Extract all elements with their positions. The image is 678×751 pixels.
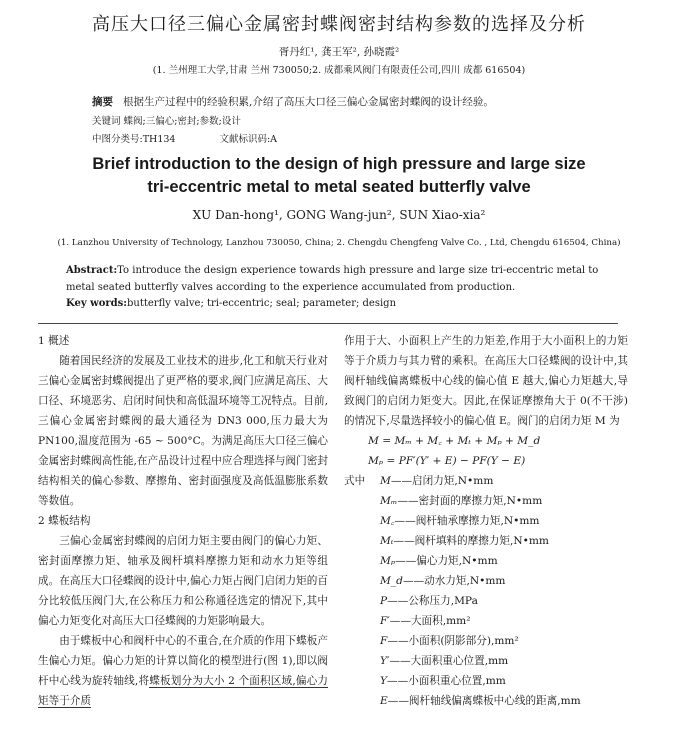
paragraph-eccentric-last-line: 蝶板划分为大小 2 个面积区域,偏心力矩等于介质 (38, 675, 328, 707)
symbol-description: ——动水力矩,N•mm (402, 575, 506, 587)
symbol-description: ——阀杆轴线偏离蝶板中心线的距离,mm (387, 695, 581, 707)
section-heading-2: 2 蝶板结构 (38, 515, 91, 527)
keywords-chinese: 关键词 蝶阀;三偏心;密封;参数;设计 (92, 116, 241, 127)
abstract-label-chinese: 摘要 (92, 96, 113, 108)
symbol-description: ——小面积重心位置,mm (387, 675, 506, 687)
affiliation-chinese: (1. 兰州理工大学,甘肃 兰州 730050;2. 成都乘风阀门有限责任公司,四川 成都 616504) (152, 65, 526, 76)
symbol-name: F (380, 635, 388, 647)
symbol-description: ——密封面的摩擦力矩,N•mm (397, 495, 543, 507)
affiliation-english: (1. Lanzhou University of Technology, Lanzhou 730050, China; 2. Chengdu Chengfeng Valve Co. , Ltd, Chengdu 616504, China) (57, 238, 621, 248)
title-english-line2: tri-eccentric metal to metal seated butterfly valve (147, 178, 531, 196)
abstract-chinese (92, 94, 612, 109)
symbol-definition (344, 691, 628, 711)
symbol-definition (344, 611, 628, 631)
paragraph-eccentric-text: 由于蝶板中心和阀杆中心的不重合,在介质的作用下蝶板产生偏心力矩。偏心力矩的计算以简化的模型进行(图 1),即以阀杆中心线为旋转轴线,将 (38, 635, 328, 687)
formula-total-torque: M = Mₘ + M꜀ + Mₜ + Mₚ + M_d (368, 435, 541, 447)
symbol-definition (344, 631, 628, 651)
symbol-definition (344, 511, 628, 531)
paragraph-overview: 随着国民经济的发展及工业技术的进步,化工和航天行业对三偏心金属密封蝶阀提出了更严格的要求,阀门应满足高压、大口径、环境恶劣、启闭时间快和高低温环境等工况特点。目前,三偏心金属密封蝶阀的最大通径为 DN3 000,压力最大为 PN100,温度范围为 -65 ~ 500°C。为满足高压大口径三偏心金属密封蝶阀高性能,在产品设计过程中应合理选择与阀门密封结构相关的偏心参数、摩擦角、密封面强度及高低温膨胀系数等数值。 (38, 355, 328, 507)
symbol-definition (344, 551, 628, 571)
symbol-definition (344, 531, 628, 551)
symbol-description: ——阀杆填料的摩擦力矩,N•mm (393, 535, 549, 547)
section-heading-1: 1 概述 (38, 335, 70, 347)
classification-line (92, 131, 277, 145)
paragraph-torque: 三偏心金属密封蝶阀的启闭力矩主要由阀门的偏心力矩、密封面摩擦力矩、轴承及阀杆填料摩擦力矩和动水力矩等组成。在高压大口径蝶阀的设计中,偏心力矩占阀门启闭力矩的百分比较低压阀门大,在公称压力和公称通径选定的情况下,其中偏心力矩变化对高压大口径蝶阀的力矩影响最大。 (38, 535, 328, 627)
symbol-definition (344, 571, 628, 591)
keywords-text-english: butterfly valve; tri-eccentric; seal; parameter; design (127, 298, 397, 309)
authors-chinese: 胥丹红¹, 龚王军², 孙晓霞² (278, 46, 400, 58)
section-divider (38, 323, 618, 324)
paragraph-eccentric-moment (38, 631, 328, 711)
formula-eccentric-torque: Mₚ = PF′(Y′ + E) − PF(Y − E) (368, 455, 526, 467)
symbol-description: ——公称压力,MPa (387, 595, 478, 607)
symbol-name: Mₘ (380, 495, 398, 507)
symbol-name: Y (380, 675, 387, 687)
keywords-english (66, 298, 396, 309)
left-column (38, 331, 328, 711)
symbol-name: M (380, 475, 391, 487)
right-column (344, 331, 628, 711)
title-chinese: 高压大口径三偏心金属密封蝶阀密封结构参数的选择及分析 (92, 14, 586, 35)
title-english-line1: Brief introduction to the design of high pressure and large size (92, 155, 586, 173)
symbol-description: ——大面积,mm² (389, 615, 471, 627)
symbol-description: ——大面积重心位置,mm (389, 655, 509, 667)
symbol-name: Mₚ (380, 555, 396, 567)
document-code: 文献标识码:A (219, 134, 278, 145)
symbol-name: F′ (380, 615, 390, 627)
symbol-definition (344, 591, 628, 611)
clc-number: 中图分类号:TH134 (92, 134, 176, 145)
symbol-description: ——小面积(阴影部分),mm² (387, 635, 519, 647)
symbol-name: Y′ (380, 655, 390, 667)
symbol-description: ——偏心力矩,N•mm (395, 555, 498, 567)
symbol-description: ——阀杆轴承摩擦力矩,N•mm (394, 515, 540, 527)
symbol-name: E (380, 695, 388, 707)
authors-english: XU Dan-hong¹, GONG Wang-jun², SUN Xiao-xia² (192, 208, 486, 222)
title-english (0, 153, 678, 199)
symbol-definition (344, 471, 628, 491)
symbol-name: M_d (380, 575, 403, 587)
abstract-english (66, 262, 606, 296)
abstract-text-chinese: 根据生产过程中的经验积累,介绍了高压大口径三偏心金属密封蝶阀的设计经验。 (123, 96, 494, 108)
where-label: 式中 (344, 475, 366, 487)
symbol-definitions (344, 471, 628, 711)
abstract-text-english: To introduce the design experience towards high pressure and large size tri-eccentric metal to metal seated butterfly valves according to the experience accumulated from production. (66, 265, 599, 293)
keywords-label-english: Key words: (66, 298, 127, 309)
symbol-name: M꜀ (380, 515, 395, 527)
symbol-name: P (380, 595, 388, 607)
paragraph-torque-continued: 作用于大、小面积上产生的力矩差,作用于大小面积上的力矩等于介质力与其力臂的乘积。在高压大口径蝶阀的设计中,其阀杆轴线偏离蝶板中心线的偏心值 E 越大,偏心力矩越大,导致阀门的启闭力矩变大。因此,在保证摩擦角大于 0(不干涉)的情况下,尽量选择较小的偏心值 E。阀门的启闭力矩 M 为 (344, 335, 628, 427)
symbol-description: ——启闭力矩,N•mm (390, 475, 494, 487)
abstract-label-english: Abstract: (66, 265, 118, 276)
symbol-name: Mₜ (380, 535, 394, 547)
symbol-definition (344, 651, 628, 671)
symbol-definition (344, 671, 628, 691)
symbol-definition (344, 491, 628, 511)
